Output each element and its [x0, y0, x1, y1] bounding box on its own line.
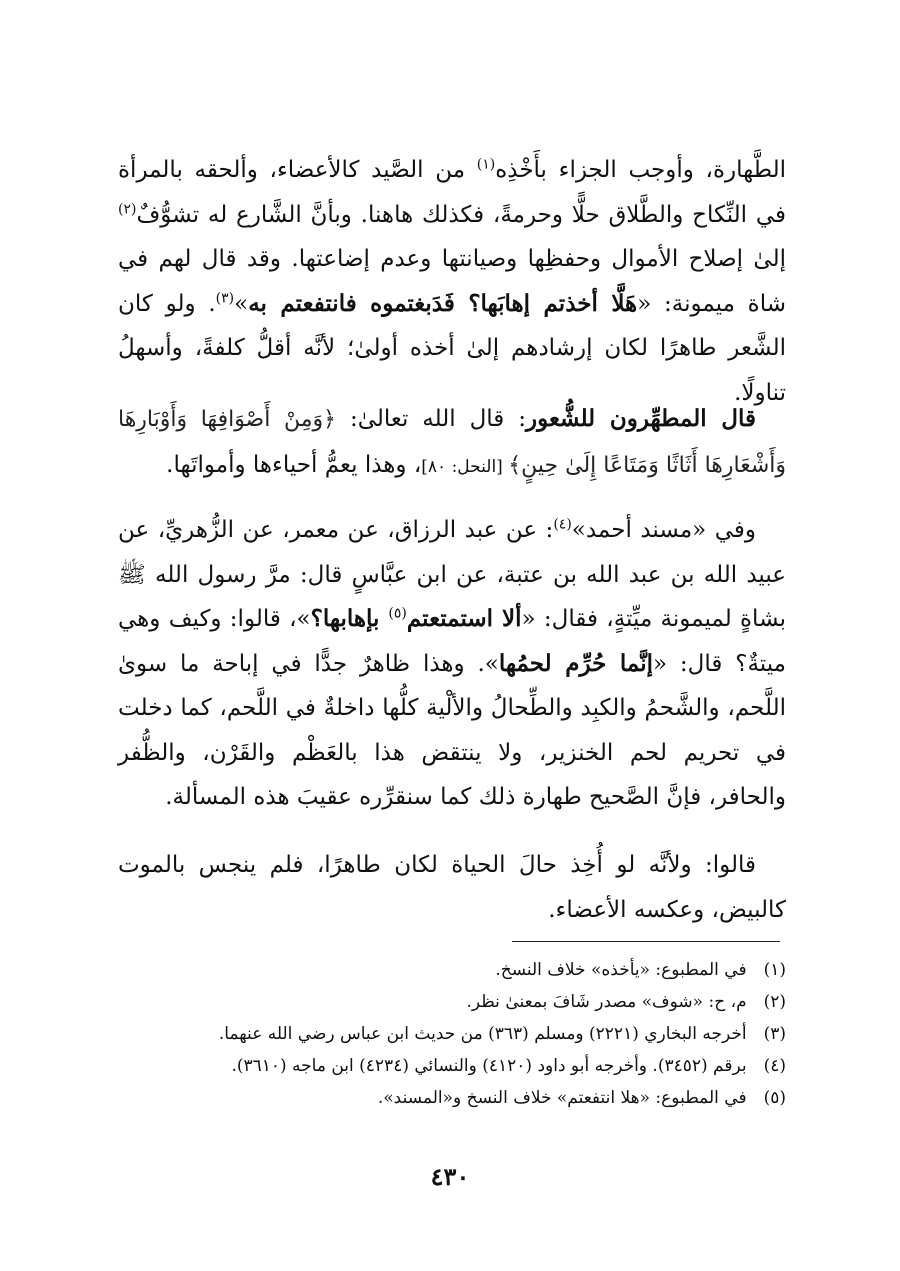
quran-verse: ﴿وَمِنْ أَصْوَافِهَا وَأَوْبَارِهَا وَأَشْعَارِهَا أَثَاثًا وَمَتَاعًا إِلَىٰ حِينٍ﴾ — [118, 407, 786, 478]
text-run: من الصَّيد كالأعضاء، وألحقه بالمرأة في النِّكاح والطَّلاق حلًّا وحرمةً، فكذلك هاهنا. وبأنَّ الشَّارع له تشوُّفٌ — [118, 157, 786, 228]
footnote-number: (١) — [763, 960, 786, 980]
text-run: ، وهذا يعمُّ أحياءها وأمواتَها. — [166, 451, 422, 478]
text-run: إلىٰ إصلاح الأموال وحفظِها وصيانتها وعدم إضاعتها. وقد قال لهم في شاة ميمونة: « — [118, 246, 786, 317]
page-number: ٤٣٠ — [430, 1162, 470, 1191]
footnote-text: م، ح: «شوف» مصدر شَافَ بمعنىٰ نظر. — [466, 992, 747, 1012]
footnote-number: (٤) — [763, 1056, 786, 1076]
text-run: »، قالوا: وكيف وهي ميتةٌ؟ قال: « — [118, 606, 786, 677]
hadith-quote: بإهابها؟ — [310, 605, 389, 632]
footnote-text: أخرجه البخاري (٢٢٢١) ومسلم (٣٦٣) من حديث ابن عباس رضي الله عنهما. — [218, 1024, 747, 1044]
footnotes — [118, 954, 786, 1114]
text-run: الطَّهارة، وأوجب الجزاء بأَخْذِه — [495, 157, 786, 183]
section-heading: قال المطهِّرون للشُّعور — [525, 405, 757, 432]
footnote-text: برقم (٣٤٥٢). وأخرجه أبو داود (٤١٢٠) والنسائي (٤٢٣٤) ابن ماجه (٣٦١٠). — [231, 1056, 747, 1076]
hadith-quote: هَلَّا أخذتم إهابَها؟ فَدَبغتموه فانتفعتم به — [248, 289, 638, 317]
footnote-text: في المطبوع: «هلا انتفعتم» خلاف النسخ و«المسند». — [377, 1088, 747, 1108]
footnote-ref-3[interactable]: (٣) — [215, 289, 235, 306]
hadith-quote: إنَّما حُرِّم لحمُها — [498, 649, 653, 677]
footnote-ref-5[interactable]: (٥) — [388, 605, 407, 622]
paragraph-4 — [118, 843, 786, 932]
footnote-separator — [512, 941, 780, 942]
footnote-number: (٢) — [763, 992, 786, 1012]
paragraph-1 — [118, 148, 786, 415]
footnote-5 — [118, 1082, 786, 1114]
footnote-text: في المطبوع: «يأخذه» خلاف النسخ. — [495, 960, 747, 980]
hadith-quote: ألا استمتعتم — [406, 605, 522, 632]
text-run: وفي «مسند أحمد» — [571, 517, 756, 543]
verse-reference: [النحل: ٨٠] — [421, 456, 509, 477]
text-run: . ولو كان الشَّعر طاهرًا لكان إرشادهم إلىٰ أخذه أولىٰ؛ لأنَّه أقلُّ كلفةً، وأسهلُ تناولًا. — [118, 290, 786, 406]
text-run: ». وهذا ظاهرٌ جدًّا في إباحة ما سوىٰ اللَّحم، والشَّحمُ والكبِد والطِّحالُ والألْية كلُّها داخلةٌ في اللَّحم، كما دخلت في تحريم لحم الخنزير، ولا ينتقض هذا بالعَظْم والقَرْن، والظُّفر والحافر، فإنَّ الصَّحيح طهارة ذلك كما سنقرِّره عقيبَ هذه المسألة. — [118, 650, 786, 810]
footnote-2 — [118, 986, 786, 1018]
footnote-ref-4[interactable]: (٤) — [553, 516, 572, 533]
text-run: : قال الله تعالىٰ: — [336, 406, 526, 432]
paragraph-3 — [118, 508, 786, 820]
footnote-3 — [118, 1018, 786, 1050]
footnote-number: (٣) — [763, 1024, 786, 1044]
text-run: » — [234, 290, 249, 317]
paragraph-2 — [118, 397, 786, 489]
footnote-ref-1[interactable]: (١) — [476, 156, 496, 173]
footnote-number: (٥) — [763, 1088, 786, 1108]
footnote-1 — [118, 954, 786, 986]
text-run: : عن عبد الرزاق، عن معمر، عن الزُّهريِّ، عن عبيد الله بن عبد الله بن عتبة، عن ابن عبَّاسٍ قال: مرَّ رسول الله ﷺ بشاةٍ لميمونة ميِّتةٍ، فقال: « — [118, 517, 787, 632]
footnote-4 — [118, 1050, 786, 1082]
footnote-ref-2[interactable]: (٢) — [118, 200, 137, 217]
text-run: قالوا: ولأنَّه لو أُخِذ حالَ الحياة لكان طاهرًا، فلم ينجس بالموت كالبيض، وعكسه الأعضاء. — [118, 852, 786, 923]
